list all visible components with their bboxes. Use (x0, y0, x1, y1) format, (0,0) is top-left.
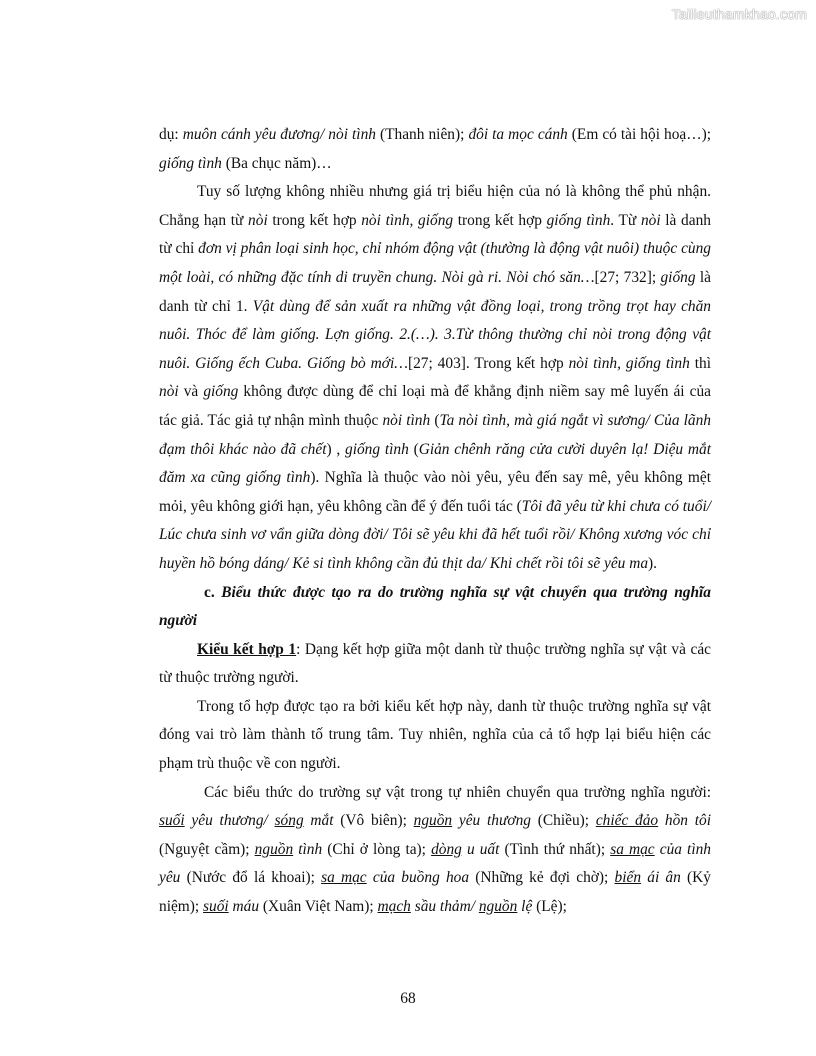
paragraph-examples-nature: Các biểu thức do trường sự vật trong tự nhiên chuyển qua trường nghĩa người: suối yêu thương/ sóng mắt (Vô biên); nguồn yêu thương (Chiều); chiếc đảo hồn tôi (Nguyệt cầm); nguồn tình (Chỉ ở lòng ta); dòng u uất (Tình thứ nhất); sa mạc của tình yêu (Nước đổ lá khoai); sa mạc của buồng hoa (Những kẻ đợi chờ); biển ái ân (Kỷ niệm); suối máu (Xuân Việt Nam); mạch sầu thảm/ nguồn lệ (Lệ); (159, 783, 712, 916)
paragraph-noi-giong: Tuy số lượng không nhiều nhưng giá trị biểu hiện của nó là không thể phủ nhận. Chẳng hạn từ nòi trong kết hợp nòi tình, giống trong kết hợp giống tình. Từ nòi là danh từ chỉ đơn vị phân loại sinh học, chỉ nhóm động vật (thường là động vật nuôi) thuộc cùng một loài, có những đặc tính di truyền chung. Nòi gà ri. Nòi chó săn…[27; 732]; giống là danh từ chỉ 1. Vật dùng để sản xuất ra những vật đồng loại, trong trồng trọt hay chăn nuôi. Thóc để làm giống. Lợn giống. 2.(…). 3.Từ thông thường chỉ nòi trong động vật nuôi. Giống ếch Cuba. Giống bò mới…[27; 403]. Trong kết hợp nòi tình, giống tình thì nòi và giống không được dùng để chỉ loại mà để khẳng định niềm say mê luyến ái của tác giả. Tác giả tự nhận mình thuộc nòi tình (Ta nòi tình, mà giá ngắt vì sương/ Của lãnh đạm thôi khác nào đã chết) , giống tình (Giản chênh răng cửa cười duyên lạ! Diệu mắt đăm xa cũng giống tình). Nghĩa là thuộc vào nòi yêu, yêu đến say mê, yêu không mệt mỏi, yêu không giới hạn, yêu không cần để ý đến tuổi tác (Tôi đã yêu từ khi chưa có tuổi/ Lúc chưa sinh vơ vẩn giữa dòng đời/ Tôi sẽ yêu khi đã hết tuổi rồi/ Không xương vóc chỉ huyền hồ bóng dáng/ Kẻ si tình không cần đủ thịt da/ Khi chết rồi tôi sẽ yêu ma). (159, 183, 712, 572)
paragraph-examples-continued: dụ: muôn cánh yêu đương/ nòi tình (Thanh niên); đôi ta mọc cánh (Em có tài hội hoạ…); giống tình (Ba chục năm)… (159, 126, 712, 172)
paragraph-kieu-ket-hop-1: Kiểu kết hợp 1: Dạng kết hợp giữa một danh từ thuộc trường nghĩa sự vật và các từ thuộc trường người. (159, 640, 711, 687)
page-number: 68 (400, 990, 416, 1007)
paragraph-to-hop: Trong tổ hợp được tạo ra bởi kiểu kết hợp này, danh từ thuộc trường nghĩa sự vật đóng vai trò làm thành tố trung tâm. Tuy nhiên, nghĩa của cả tổ hợp lại biểu hiện các phạm trù thuộc về con người. (159, 697, 711, 773)
page-body (159, 121, 711, 922)
section-heading-c: c. Biểu thức được tạo ra do trường nghĩa sự vật chuyển qua trường nghĩa người (159, 583, 711, 630)
watermark: Tailieuthamkhao.com (671, 6, 807, 22)
kieu-ket-hop-label: Kiểu kết hợp 1 (197, 640, 297, 658)
